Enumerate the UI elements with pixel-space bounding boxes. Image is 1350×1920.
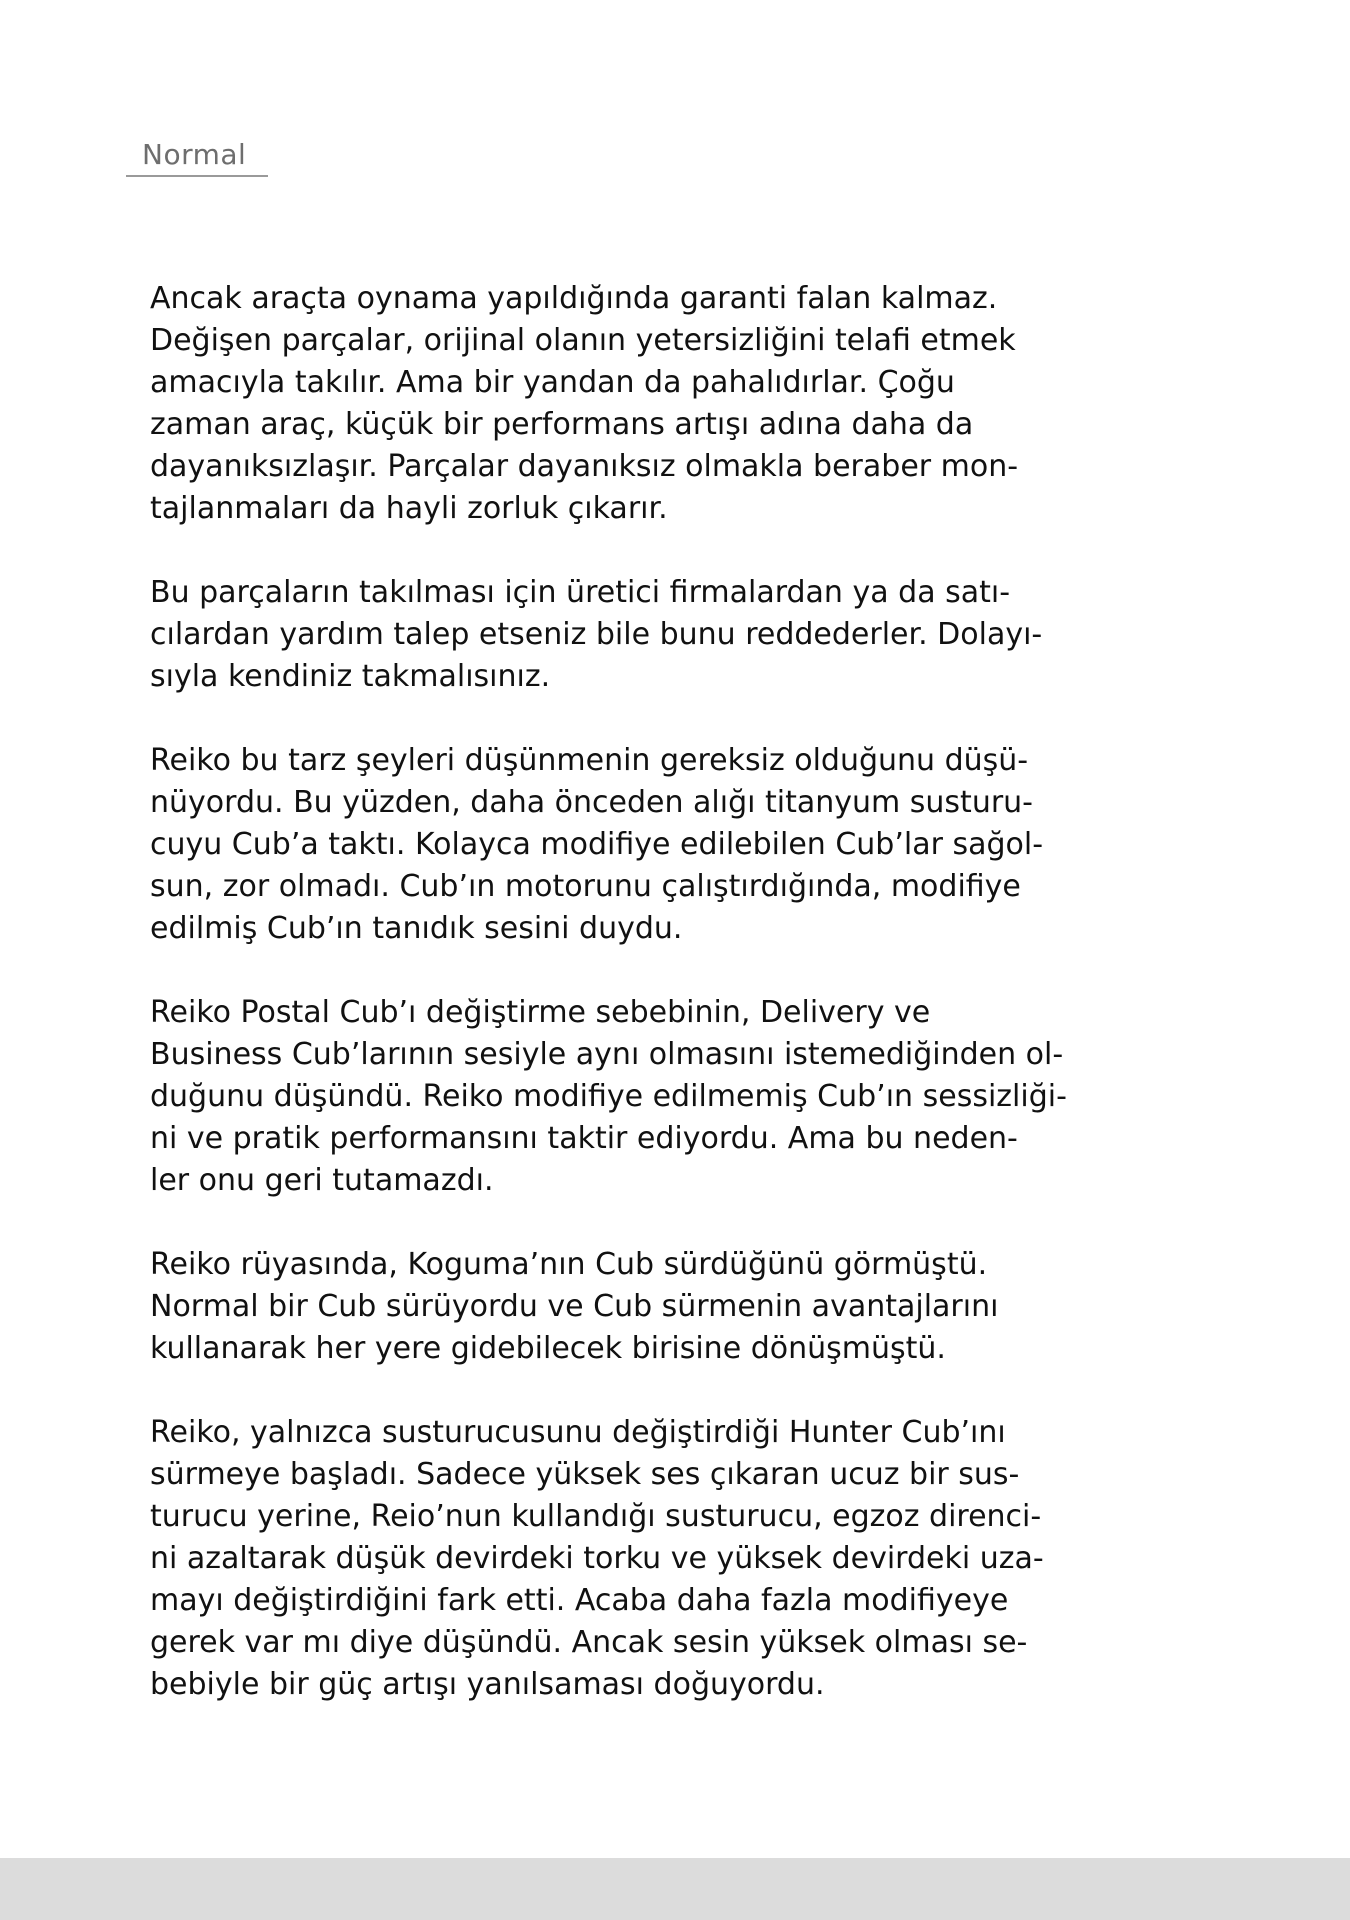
section-label-text: Normal [142, 138, 247, 171]
body-text [150, 278, 1226, 1748]
paragraph-1: Ancak araçta oynama yapıldığında garanti falan kalmaz. Değişen parçalar, orijinal olanın yetersizliğini telafi etmek amacıyla takılır. Ama bir yandan da pahalıdırlar. Çoğu zaman araç, küçük bir performans artışı adına daha da dayanıksızlaşır. Parçalar dayanıksız olmakla beraber mon- tajlanmaları da hayli zorluk çıkarır. [150, 281, 1019, 526]
paragraph-2: Bu parçaların takılması için üretici firmalardan ya da satı- cılardan yardım talep etseniz bile bunu reddederler. Dolayı- sıyla kendiniz takmalısınız. [150, 575, 1043, 694]
section-label [126, 138, 268, 177]
footer-bar [0, 1858, 1350, 1920]
paragraph-5: Reiko rüyasında, Koguma’nın Cub sürdüğünü görmüştü. Normal bir Cub sürüyordu ve Cub sürmenin avantajlarını kullanarak her yere gidebilecek birisine dönüşmüştü. [150, 1247, 999, 1366]
paragraph-3: Reiko bu tarz şeyleri düşünmenin gereksiz olduğunu düşü- nüyordu. Bu yüzden, daha önceden alığı titanyum susturu- cuyu Cub’a taktı. Kolayca modifiye edilebilen Cub’lar sağol- sun, zor olmadı. Cub’ın motorunu çalıştırdığında, modifiye edilmiş Cub’ın tanıdık sesini duydu. [150, 743, 1044, 946]
paragraph-6: Reiko, yalnızca susturucusunu değiştirdiği Hunter Cub’ını sürmeye başladı. Sadece yüksek ses çıkaran ucuz bir sus- turucu yerine, Reio’nun kullandığı susturucu, egzoz direnci- ni azaltarak düşük devirdeki torku ve yüksek devirdeki uza- mayı değiştirdiğini fark etti. Acaba daha fazla modifiyeye gerek var mı diye düşündü. Ancak sesin yüksek olması se- bebiyle bir güç artışı yanılsaması doğuyordu. [150, 1415, 1044, 1702]
paragraph-4: Reiko Postal Cub’ı değiştirme sebebinin, Delivery ve Business Cub’larının sesiyle aynı olmasını istemediğinden ol- duğunu düşündü. Reiko modifiye edilmemiş Cub’ın sessizliği- ni ve pratik performansını taktir ediyordu. Ama bu neden- ler onu geri tutamazdı. [150, 995, 1067, 1198]
